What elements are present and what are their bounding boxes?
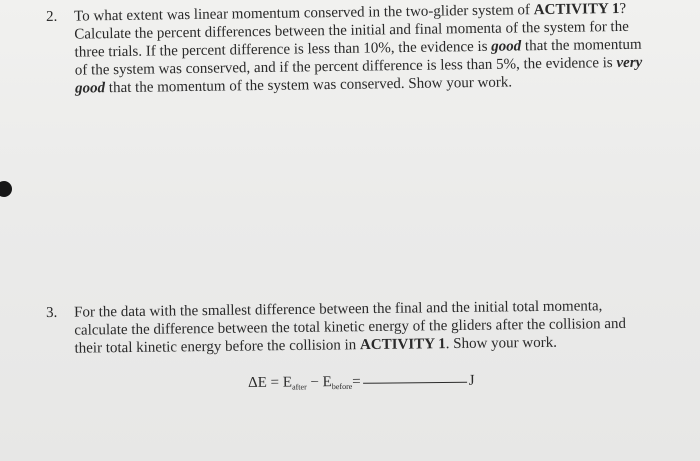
question-3-line-1: For the data with the smallest difference between the final and the initial total momenta, [74, 298, 603, 321]
question-3-line-2: calculate the difference between the total kinetic energy of the gliders after the collision and [74, 315, 627, 339]
equation-unit: J [468, 372, 475, 389]
equation-equals: = [352, 373, 361, 390]
equation-before-subscript: before [331, 381, 353, 392]
question-2-line-5-end: that the momentum of the system was conserved. Show your work. [105, 74, 513, 97]
question-2-line-2: Calculate the percent differences between the initial and final momenta of the system for the [74, 18, 629, 43]
question-2-number: 2. [46, 8, 58, 25]
question-3-row [46, 296, 669, 358]
question-3-line-3-c: . Show your work. [445, 334, 558, 353]
equation-lhs: ΔE = E [248, 374, 293, 391]
question-2-line-4-text: of the system was conserved, and if the percent difference is less than 5%, the evidence is [74, 55, 617, 79]
equation-after-subscript: after [292, 382, 307, 392]
question-3-line-3-a: their total kinetic energy before the collision in [74, 337, 361, 357]
question-2-line-1-c: ? [619, 0, 627, 17]
question-2 [46, 0, 669, 98]
equation-minus-term: − E [306, 374, 332, 391]
question-3 [46, 296, 669, 358]
question-2-activity: ACTIVITY 1 [533, 0, 620, 19]
energy-difference-equation [248, 373, 475, 392]
question-3-text [74, 296, 669, 357]
question-2-good-emphasis: good [491, 38, 522, 55]
page-hole-mark [0, 181, 12, 197]
question-2-good-emphasis-2: good [75, 80, 106, 97]
question-3-number: 3. [46, 304, 58, 321]
question-2-line-3-end: that the momentum [521, 36, 642, 55]
question-3-activity: ACTIVITY 1 [359, 336, 446, 354]
question-2-text [74, 0, 669, 98]
question-2-row [46, 0, 669, 98]
question-2-line-3-text: three trials. If the percent difference is less than 10%, the evidence is [74, 38, 492, 61]
question-2-line-1-a: To what extent was linear momentum conserved in the two-glider system of [74, 2, 534, 25]
answer-blank[interactable] [363, 382, 467, 384]
question-2-very-emphasis: very [616, 54, 643, 72]
